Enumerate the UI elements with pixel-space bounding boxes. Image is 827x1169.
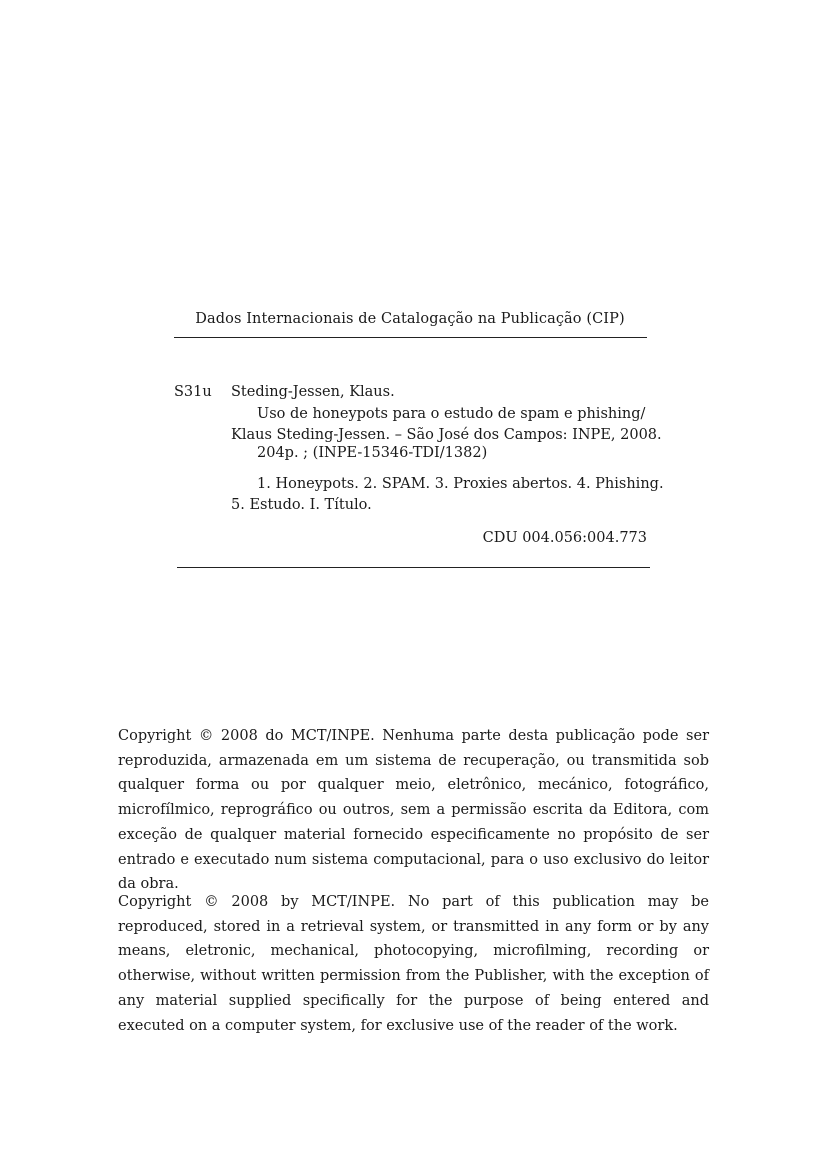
author-entry: Steding-Jessen, Klaus. [231, 384, 395, 400]
cip-top-rule [174, 337, 647, 338]
cip-heading: Dados Internacionais de Catalogação na Publicação (CIP) [195, 311, 625, 327]
title-line-1: Uso de honeypots para o estudo de spam e phishing/ [257, 406, 646, 422]
title-line-3: 204p. ; (INPE-15346-TDI/1382) [257, 445, 488, 461]
copyright-notice-portuguese: Copyright © 2008 do MCT/INPE. Nenhuma parte desta publicação pode ser reproduzida, armazenada em um sistema de recuperação, ou transmitida sob qualquer forma ou por qualquer meio, eletrônico, mecánico, fotográfico, microfílmico, reprográfico ou outros, sem a permissão escrita da Editora, com exceção de qualquer material fornecido especificamente no propósito de ser entrado e executado num sistema computacional, para o uso exclusivo do leitor da obra. [118, 728, 709, 893]
subjects-line-2: 5. Estudo. I. Título. [231, 497, 372, 513]
cip-bottom-rule [177, 567, 650, 568]
call-number: S31u [174, 384, 212, 400]
copyright-notice-english: Copyright © 2008 by MCT/INPE. No part of this publication may be reproduced, stored in a retrieval system, or transmitted in any form or by any means, eletronic, mechanical, photocopying, microfilming, recording or otherwise, without written permission from the Publisher, with the exception of any material supplied specifically for the purpose of being entered and executed on a computer system, for exclusive use of the reader of the work. [118, 894, 709, 1034]
title-line-2: Klaus Steding-Jessen. – São José dos Campos: INPE, 2008. [231, 427, 662, 443]
cdu-classification: CDU 004.056:004.773 [482, 530, 647, 546]
subjects-line-1: 1. Honeypots. 2. SPAM. 3. Proxies abertos. 4. Phishing. [257, 476, 664, 492]
